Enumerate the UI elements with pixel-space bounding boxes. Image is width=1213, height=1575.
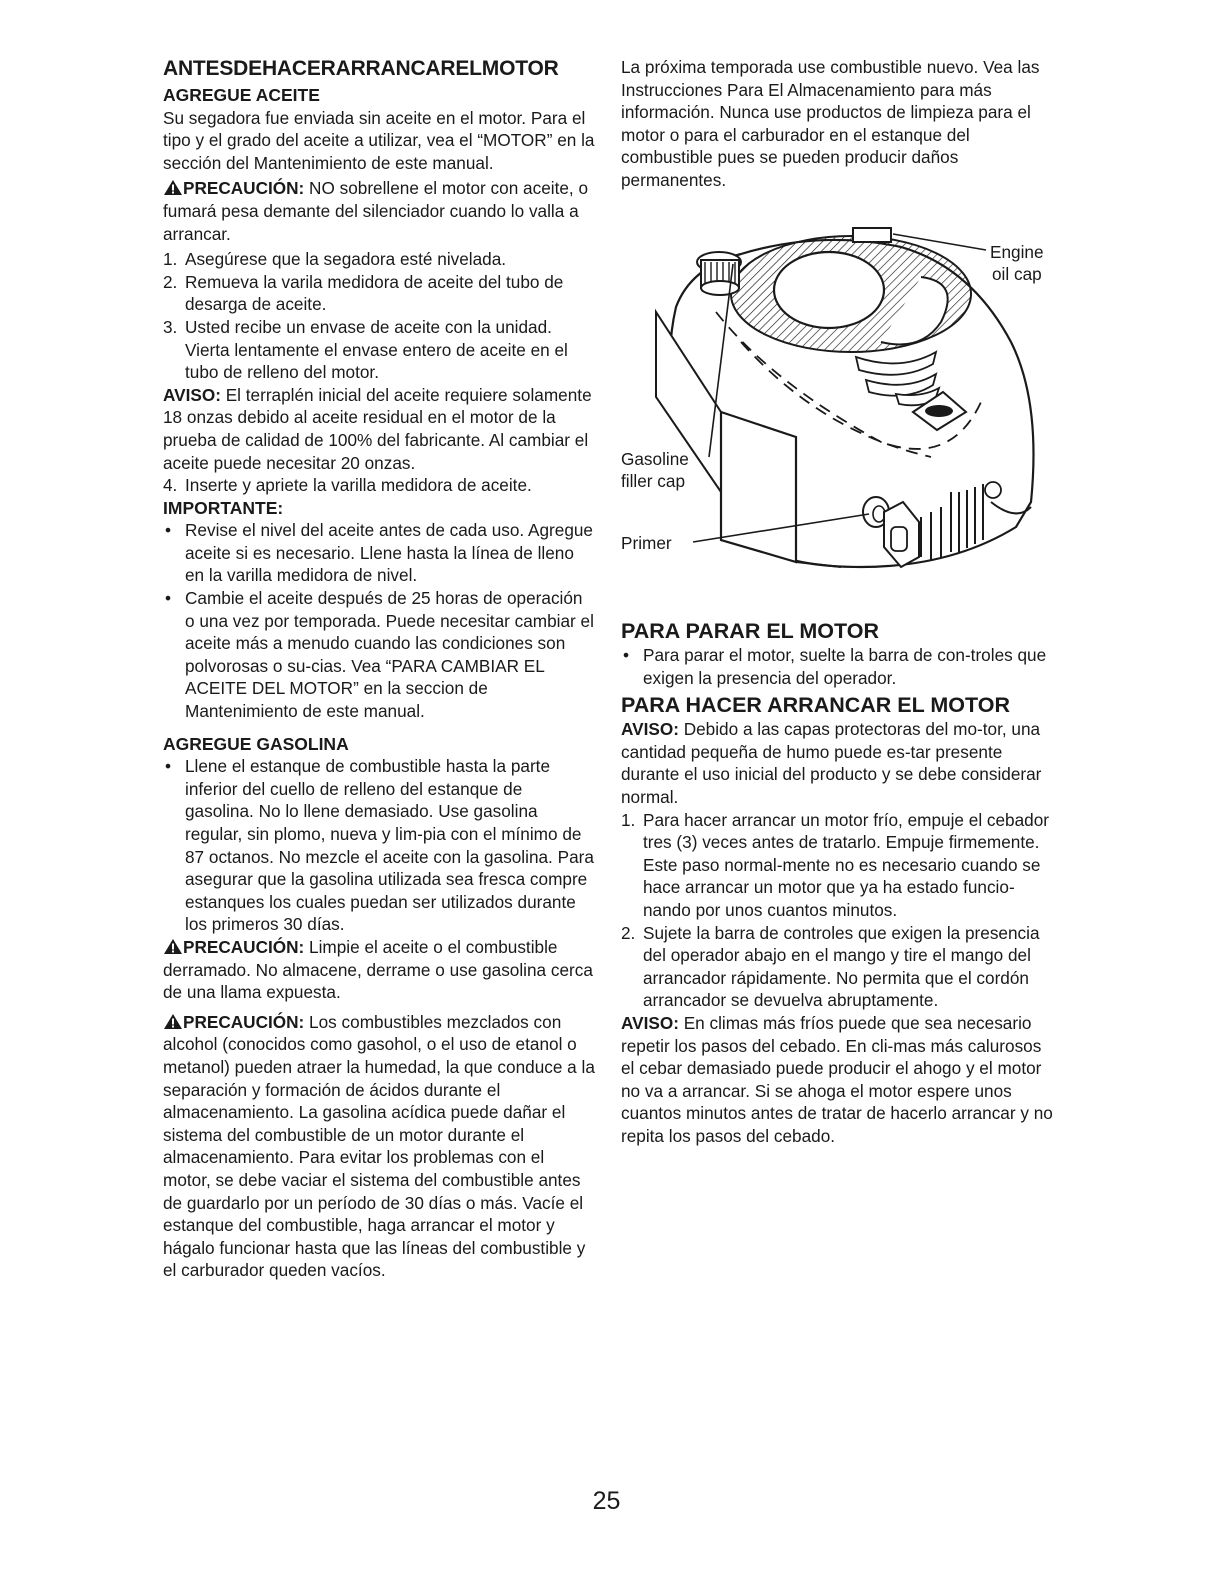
section-title: ANTESDEHACERARRANCARELMOTOR <box>163 57 559 80</box>
warning-icon <box>163 1013 183 1030</box>
list-item: • Revise el nivel del aceite antes de cada uso. Agregue aceite si es necesario. Llene hasta la línea de lleno en la varilla medidora de nivel. <box>165 520 593 586</box>
start-heading: PARA HACER ARRANCAR EL MOTOR <box>621 693 1010 718</box>
aviso-note <box>621 1012 1053 1148</box>
bullet: • <box>165 588 172 609</box>
list-item: 4. Inserte y apriete la varilla medidora de aceite. <box>163 475 532 496</box>
list-item: • Cambie el aceite después de 25 horas de operación o una vez por temporada. Puede necesitar cambiar el aceite más a menudo cuando las condiciones son polvorosas o su-cias. Vea “PARA CAMBIAR EL ACEITE DEL MOTOR” en la seccion de Mantenimiento de este manual. <box>165 588 594 722</box>
caution-label: PRECAUCIÓN: <box>183 178 305 199</box>
list-item: 2. Sujete la barra de controles que exigen la presencia del operador abajo en el mango y tire el mango del arrancador rápidamente. No permita que el cordón arrancador se devuelva abruptamente. <box>621 922 1040 1011</box>
warning-icon <box>163 179 183 196</box>
warning-icon <box>163 938 183 955</box>
bullet: • <box>165 520 172 541</box>
caution-spill <box>163 936 595 1004</box>
label-gasoline-filler-cap: Gasoline filler cap <box>621 449 689 491</box>
caution-text: Limpie el aceite o el combustible derramado. No almacene, derrame o use gasolina cerca de una llama expuesta. <box>163 936 593 1003</box>
aviso-text: En climas más fríos puede que sea necesario repetir los pasos del cebado. En cli-mas más calurosos el cebar demasiado puede producir el ahogo y el motor no va a arrancar. Si se ahoga el motor espere unos cuantos minutos antes de tratar de hacerlo arrancar y no repita los pasos del cebado. <box>621 1012 1053 1146</box>
aviso-label: AVISO: <box>621 1012 679 1033</box>
aviso-label: AVISO: <box>621 719 679 740</box>
caution-text: Los combustibles mezclados con alcohol (conocidos como gasohol, o el uso de etanol o metanol) pueden atraer la humedad, la que conduce a la separación y formación de ácidos durante el almacenamiento. La gasolina acídica puede dañar el sistema del combustible de un motor durante el almacenamiento. Para evitar los problemas con el motor, se debe vaciar el sistema del combustible antes de guardarlo por un período de 30 días o más. Vacíe el estanque del combustible, haga arrancar el motor y hágalo funcionar hasta que las líneas del combustible y el carburador queden vacíos. <box>163 1011 595 1281</box>
oil-intro: Su segadora fue enviada sin aceite en el motor. Para el tipo y el grado del aceite a utilizar, vea el “MOTOR” en la sección del Mantenimiento de este manual. <box>163 107 595 173</box>
bullet: • <box>165 756 172 777</box>
right-column-lower <box>621 618 1053 1147</box>
caution-alcohol <box>163 1011 595 1282</box>
storage-intro: La próxima temporada use combustible nuevo. Vea las Instrucciones Para El Almacenamiento para más información. Nunca use productos de limpieza para el motor o para el carburador en el estanque del combustible pues se pueden producir daños permanentes. <box>621 57 1040 190</box>
bullet: • <box>623 645 630 665</box>
gas-heading: AGREGUE GASOLINA <box>163 733 349 754</box>
oil-heading: AGREGUE ACEITE <box>163 85 320 105</box>
stop-heading: PARA PARAR EL MOTOR <box>621 619 880 643</box>
right-column <box>621 56 1053 192</box>
caution-oil <box>163 177 595 245</box>
list-item: • Llene el estanque de combustible hasta la parte inferior del cuello de relleno del estanque de gasolina. No lo llene demasiado. Use gasolina regular, sin plomo, nueva y lim-pia con el mínimo de 87 octanos. No mezcle el aceite con la gasolina. Para asegurar que la gasolina utilizada sea fresca compre estanques los cuales puedan ser utilizados durante los primeros 30 días. <box>165 756 594 935</box>
aviso-label: AVISO: <box>163 384 221 405</box>
engine-diagram <box>621 222 1061 592</box>
list-item: 1. Asegúrese que la segadora esté nivelada. <box>163 249 507 270</box>
caution-label: PRECAUCIÓN: <box>183 936 305 957</box>
list-item: 3. Usted recibe un envase de aceite con la unidad. Vierta lentamente el envase entero de aceite en el tubo de relleno del motor. <box>163 316 568 383</box>
label-primer: Primer <box>621 533 672 553</box>
aviso-note <box>163 384 595 474</box>
label-engine-oil-cap: Engine oil cap <box>990 242 1044 284</box>
list-item: • Para parar el motor, suelte la barra de con-troles que exigen la presencia del operador. <box>623 645 1047 688</box>
list-item: 1. Para hacer arrancar un motor frío, empuje el cebador tres (3) veces antes de tratarlo. Empuje firmemente. Este paso normal-mente no es necesario cuando se hace arrancar un motor que ya ha estado funcio-nando por unos cuantos minutos. <box>621 809 1050 920</box>
aviso-text: El terraplén inicial del aceite requiere solamente 18 onzas debido al aceite residual en el motor de la prueba de calidad de 100% del fabricante. Al cambiar el aceite puede necesitar 20 onzas. <box>163 384 592 473</box>
page-number: 25 <box>592 1487 621 1515</box>
caution-label: PRECAUCIÓN: <box>183 1011 305 1032</box>
caution-text: NO sobrellene el motor con aceite, o fumará pesa demante del silenciador cuando lo valla a arrancar. <box>163 178 589 244</box>
left-column <box>163 56 595 1282</box>
importante-heading: IMPORTANTE: <box>163 497 284 518</box>
list-item: 2. Remueva la varila medidora de aceite del tubo de desarga de aceite. <box>163 271 564 315</box>
aviso-text: Debido a las capas protectoras del mo-tor, una cantidad pequeña de humo puede es-tar presente durante el uso inicial del producto y se debe considerar normal. <box>621 719 1042 807</box>
aviso-note <box>621 718 1053 808</box>
